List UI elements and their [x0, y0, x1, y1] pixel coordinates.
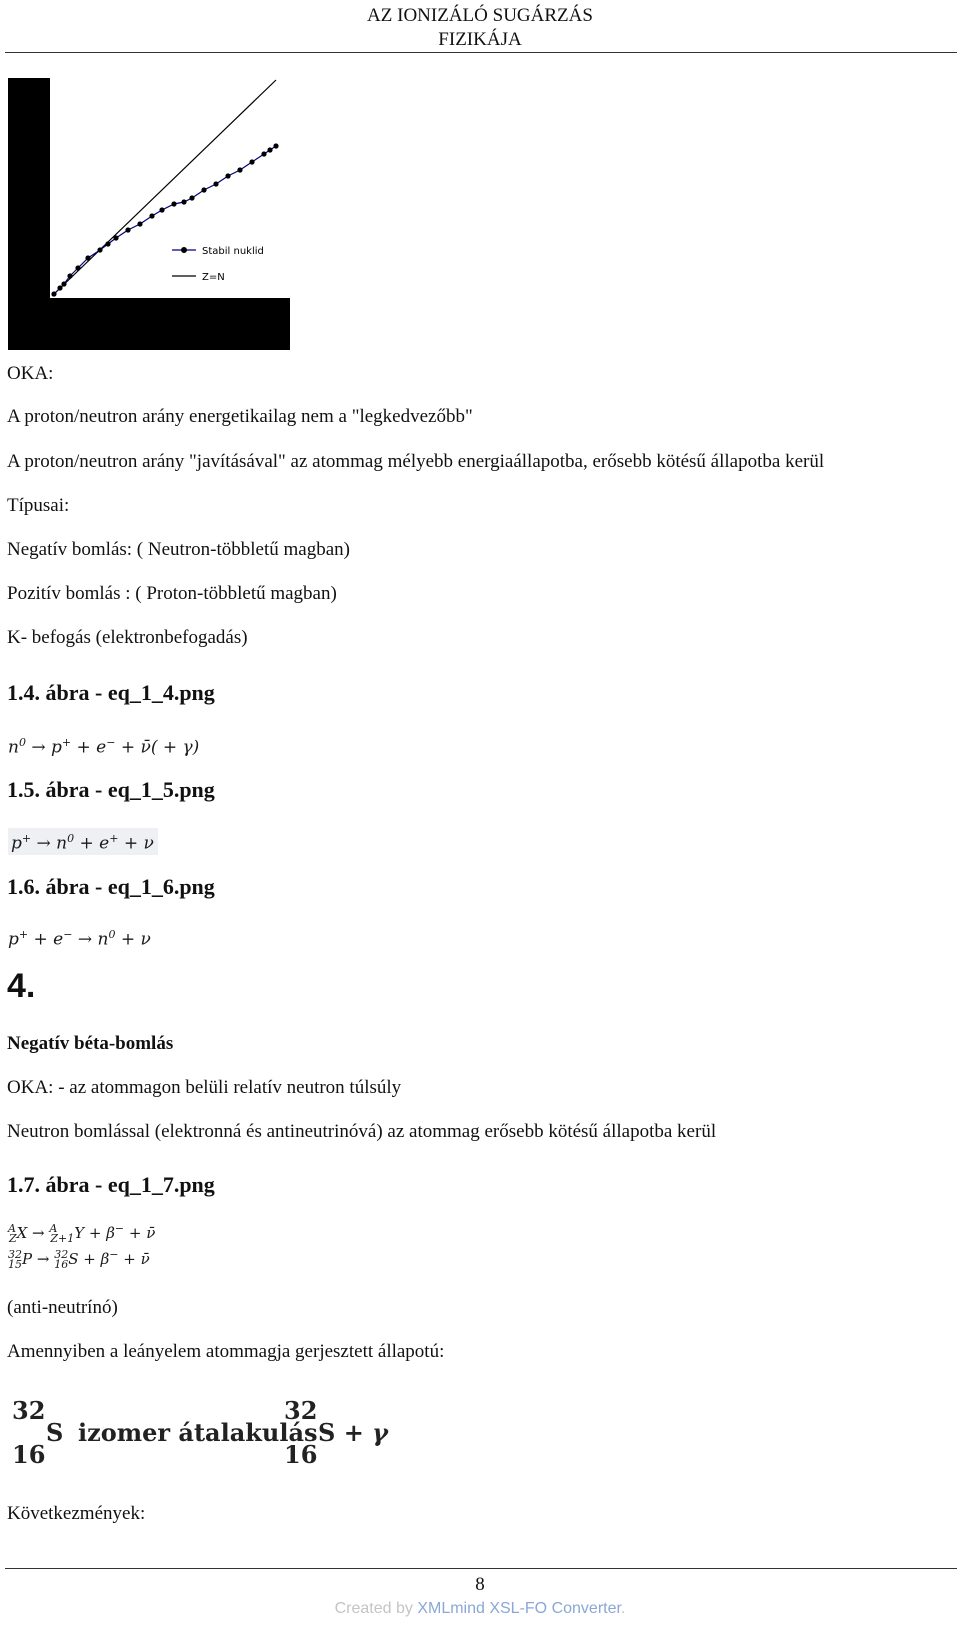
excited-state-paragraph: Amennyiben a leányelem atommagja gerjesztett állapotú:	[7, 1341, 445, 1362]
stable-nuclide-point	[67, 273, 72, 278]
running-header	[0, 4, 960, 52]
stable-nuclide-point	[149, 213, 154, 218]
anti-neutrino-label: (anti-neutrínó)	[7, 1297, 118, 1318]
converter-credit	[0, 1600, 960, 1618]
consequences-label: Következmények:	[7, 1503, 146, 1524]
paragraph-3: Neutron bomlással (elektronná és antineutrinóvá) az atommag erősebb kötésű állapotba kerül	[7, 1121, 717, 1142]
stable-nuclide-point	[85, 255, 90, 260]
caption-1-6: 1.6. ábra - eq_1_6.png	[7, 874, 215, 899]
stable-nuclide-point	[61, 281, 66, 286]
stable-nuclide-point	[273, 143, 278, 148]
paragraph-1: A proton/neutron arány energetikailag nem a "legkedvezőbb"	[7, 406, 473, 427]
header-rule	[5, 52, 957, 53]
stable-nuclide-point	[75, 265, 80, 270]
stable-nuclide-point	[125, 227, 130, 232]
legend-label-stable: Stabil nuklid	[202, 246, 264, 257]
footer-rule	[5, 1568, 957, 1569]
subsection-heading: Negatív béta-bomlás	[7, 1033, 174, 1054]
section-heading-number: 4.	[7, 967, 36, 1005]
header-line-2: FIZIKÁJA	[438, 29, 522, 50]
type-negative: Negatív bomlás: ( Neutron-többletű magban)	[7, 539, 350, 560]
stable-nuclide-point	[189, 195, 194, 200]
type-k-capture: K- befogás (elektronbefogadás)	[7, 627, 248, 648]
stable-nuclide-point	[113, 235, 118, 240]
stable-nuclide-point	[105, 241, 110, 246]
legend-label-zn: Z=N	[202, 272, 225, 283]
stable-nuclide-point	[249, 159, 254, 164]
legend-marker-stable	[181, 247, 187, 253]
stable-nuclide-point	[213, 181, 218, 186]
caption-1-5: 1.5. ábra - eq_1_5.png	[7, 777, 215, 802]
stable-nuclide-point	[171, 201, 176, 206]
credit-prefix: Created by	[334, 1600, 418, 1617]
stable-nuclide-point	[51, 291, 56, 296]
stability-plot	[8, 78, 290, 350]
stable-nuclide-point	[57, 285, 62, 290]
equation-1-6: $p^+ + e^- \to n^0 + \nu$	[8, 928, 151, 950]
equation-1-4: $n^0 \to p^+ + e^-$ + ν̄( + γ)	[8, 736, 200, 758]
stable-nuclide-point	[181, 199, 186, 204]
types-label: Típusai:	[7, 495, 70, 516]
caption-1-4: 1.4. ábra - eq_1_4.png	[7, 680, 215, 705]
caption-1-7: 1.7. ábra - eq_1_7.png	[7, 1172, 215, 1197]
type-positive: Pozitív bomlás : ( Proton-többletű magban)	[7, 583, 337, 604]
equation-1-5: $p^+ \to n^0 + e^+ + \nu$	[8, 828, 158, 855]
oka-paragraph: OKA: - az atommagon belüli relatív neutron túlsúly	[7, 1077, 402, 1098]
page-number: 8	[475, 1574, 485, 1595]
stable-nuclide-point	[261, 151, 266, 156]
plot-area	[50, 78, 290, 298]
stable-nuclide-point	[201, 187, 206, 192]
equation-1-7-line-1: $^A_Z$X → $^A_{Z+1}$Y + β− + ν̄	[8, 1222, 156, 1245]
isomer-label: izomer átalakulás	[78, 1418, 318, 1447]
credit-suffix: .	[620, 1600, 626, 1617]
stable-nuclide-point	[159, 207, 164, 212]
stability-figure	[8, 78, 290, 350]
stable-nuclide-point	[237, 167, 242, 172]
stable-nuclide-point	[97, 247, 102, 252]
stable-nuclide-point	[267, 147, 272, 152]
isomer-transition-equation: 32 16 S izomer átalakulás 32 16 S + γ	[12, 1396, 388, 1469]
oka-label: OKA:	[7, 363, 54, 384]
credit-link[interactable]: XMLmind XSL-FO Converter	[417, 1600, 621, 1617]
header-line-1: AZ IONIZÁLÓ SUGÁRZÁS	[367, 5, 593, 26]
paragraph-2: A proton/neutron arány "javításával" az atommag mélyebb energiaállapotba, erősebb kötésű állapotba kerül	[7, 451, 825, 472]
stable-nuclide-point	[225, 173, 230, 178]
equation-1-7-line-2: $^{32}_{15}$P → $^{32}_{16}$S + β− + ν̄	[8, 1248, 150, 1271]
stable-nuclide-point	[137, 221, 142, 226]
